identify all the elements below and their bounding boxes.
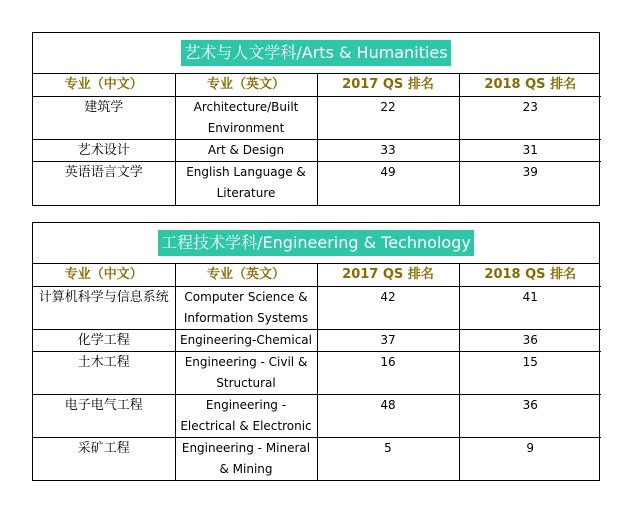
header-rank-2018: 2018 QS 排名	[459, 264, 601, 287]
rank-2017-cell: 33	[317, 140, 459, 162]
arts-humanities-table-block	[32, 32, 600, 206]
header-major-cn: 专业（中文）	[33, 74, 175, 97]
table-title: 艺术与人文学科/Arts & Humanities	[181, 40, 450, 66]
table-title-row	[33, 33, 599, 74]
table-row	[33, 97, 601, 140]
major-cn-cell: 英语语言文学	[33, 162, 175, 205]
rank-2017-cell: 42	[317, 287, 459, 330]
rank-2017-cell: 48	[317, 395, 459, 438]
major-en-cell: Art & Design	[175, 140, 317, 162]
header-major-en: 专业（英文）	[175, 264, 317, 287]
major-en-cell: Engineering - Civil & Structural	[175, 352, 317, 395]
engineering-technology-table	[33, 264, 601, 480]
header-rank-2017: 2017 QS 排名	[317, 74, 459, 97]
major-cn-cell: 土木工程	[33, 352, 175, 395]
table-row	[33, 330, 601, 352]
header-major-cn: 专业（中文）	[33, 264, 175, 287]
table-row	[33, 162, 601, 205]
major-en-cell: English Language & Literature	[175, 162, 317, 205]
major-cn-cell: 计算机科学与信息系统	[33, 287, 175, 330]
major-cn-cell: 电子电气工程	[33, 395, 175, 438]
rank-2017-cell: 5	[317, 438, 459, 481]
header-row	[33, 264, 601, 287]
major-cn-cell: 化学工程	[33, 330, 175, 352]
rank-2018-cell: 15	[459, 352, 601, 395]
rank-2018-cell: 36	[459, 395, 601, 438]
header-row	[33, 74, 601, 97]
header-rank-2017: 2017 QS 排名	[317, 264, 459, 287]
rank-2018-cell: 31	[459, 140, 601, 162]
header-major-en: 专业（英文）	[175, 74, 317, 97]
major-en-cell: Engineering - Mineral & Mining	[175, 438, 317, 481]
rank-2017-cell: 37	[317, 330, 459, 352]
rank-2018-cell: 36	[459, 330, 601, 352]
engineering-technology-table-block	[32, 222, 600, 481]
major-cn-cell: 采矿工程	[33, 438, 175, 481]
major-en-cell: Computer Science & Information Systems	[175, 287, 317, 330]
major-en-cell: Engineering-Chemical	[175, 330, 317, 352]
table-row	[33, 287, 601, 330]
table-title: 工程技术学科/Engineering & Technology	[158, 230, 474, 256]
table-title-row	[33, 223, 599, 264]
table-row	[33, 395, 601, 438]
rank-2017-cell: 22	[317, 97, 459, 140]
rank-2017-cell: 49	[317, 162, 459, 205]
table-row	[33, 140, 601, 162]
header-rank-2018: 2018 QS 排名	[459, 74, 601, 97]
rank-2018-cell: 23	[459, 97, 601, 140]
rank-2018-cell: 39	[522, 165, 538, 179]
rank-2017-cell: 16	[317, 352, 459, 395]
major-cn-cell: 建筑学	[33, 97, 175, 140]
arts-humanities-table	[33, 74, 601, 205]
rank-2018-cell: 41	[459, 287, 601, 330]
major-cn-cell: 艺术设计	[33, 140, 175, 162]
table-row	[33, 352, 601, 395]
major-en-cell: Engineering - Electrical & Electronic	[175, 395, 317, 438]
rank-2018-cell: 9	[526, 441, 535, 455]
table-row	[33, 438, 601, 481]
major-en-cell: Architecture/Built Environment	[175, 97, 317, 140]
